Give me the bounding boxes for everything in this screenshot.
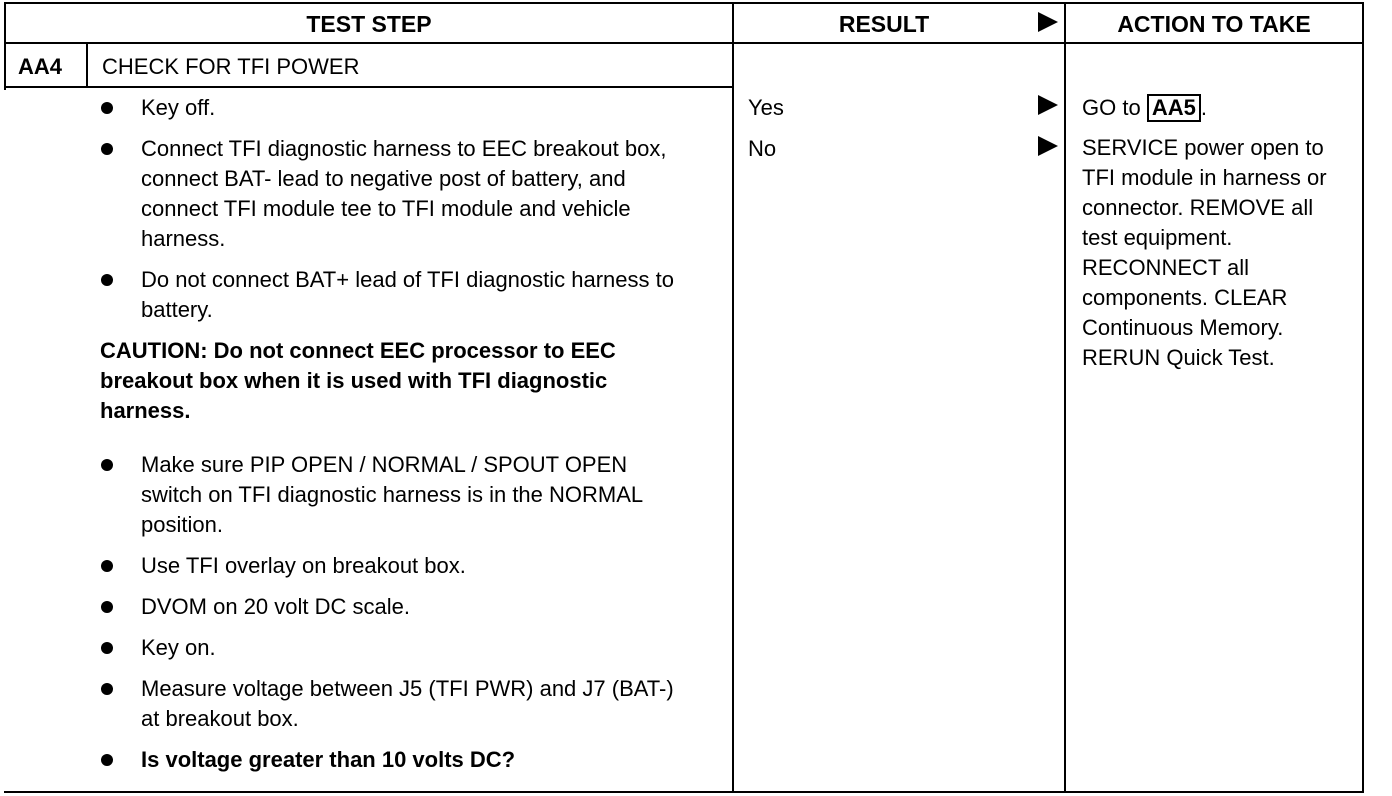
bullet-icon bbox=[101, 754, 113, 766]
step-title: CHECK FOR TFI POWER bbox=[102, 54, 360, 79]
table-bottom-border bbox=[4, 791, 1364, 793]
bullet-icon bbox=[101, 642, 113, 654]
bullet-icon bbox=[101, 143, 113, 155]
result-yes: Yes bbox=[748, 95, 784, 120]
result-no: No bbox=[748, 136, 777, 161]
result-no-arrow-icon bbox=[1038, 136, 1058, 156]
table-top-border bbox=[4, 2, 1364, 4]
action-yes-prefix: GO to bbox=[1082, 95, 1141, 120]
list-item: Connect TFI diagnostic harness to EEC breakout box, connect BAT- lead to negative post of battery, and connect TFI module tee to TFI module and vehicle harness. bbox=[96, 134, 691, 254]
column-divider-test-result bbox=[732, 2, 734, 792]
bullet-icon bbox=[101, 102, 113, 114]
bullet-icon bbox=[101, 560, 113, 572]
header-divider bbox=[4, 42, 1364, 44]
list-item: Key on. bbox=[96, 633, 716, 663]
action-no: SERVICE power open to TFI module in harness or connector. REMOVE all test equipment. RECONNECT all components. CLEAR Continuous Memory. RERUN Quick Test. bbox=[1082, 135, 1327, 370]
header-arrow-icon bbox=[1038, 12, 1058, 32]
bullet-icon bbox=[101, 683, 113, 695]
test-step-list bbox=[96, 93, 716, 786]
column-divider-result-action bbox=[1064, 2, 1066, 792]
list-item: DVOM on 20 volt DC scale. bbox=[96, 592, 716, 622]
caution-note: CAUTION: Do not connect EEC processor to EEC breakout box when it is used with TFI diagnostic harness. bbox=[100, 338, 616, 423]
bullet-icon bbox=[101, 274, 113, 286]
list-item: Make sure PIP OPEN / NORMAL / SPOUT OPEN switch on TFI diagnostic harness is in the NORMAL position. bbox=[96, 450, 676, 540]
action-yes-suffix: . bbox=[1200, 95, 1207, 120]
table-right-border bbox=[1362, 2, 1364, 792]
list-item: Is voltage greater than 10 volts DC? bbox=[96, 745, 716, 775]
list-item: Measure voltage between J5 (TFI PWR) and J7 (BAT-) at breakout box. bbox=[96, 674, 686, 734]
header-action: ACTION TO TAKE bbox=[1117, 11, 1311, 37]
step-id-divider bbox=[86, 44, 88, 88]
list-item: Key off. bbox=[96, 93, 716, 123]
action-yes bbox=[1082, 93, 1207, 123]
result-yes-arrow-icon bbox=[1038, 95, 1058, 115]
list-item: Do not connect BAT+ lead of TFI diagnostic harness to battery. bbox=[96, 265, 676, 325]
bullet-icon bbox=[101, 459, 113, 471]
bullet-icon bbox=[101, 601, 113, 613]
header-result: RESULT bbox=[838, 11, 930, 37]
list-item: Use TFI overlay on breakout box. bbox=[96, 551, 716, 581]
step-title-divider bbox=[4, 86, 734, 88]
header-test-step: TEST STEP bbox=[306, 11, 432, 37]
step-id: AA4 bbox=[18, 54, 63, 79]
step-reference-link[interactable]: AA5 bbox=[1147, 94, 1201, 122]
